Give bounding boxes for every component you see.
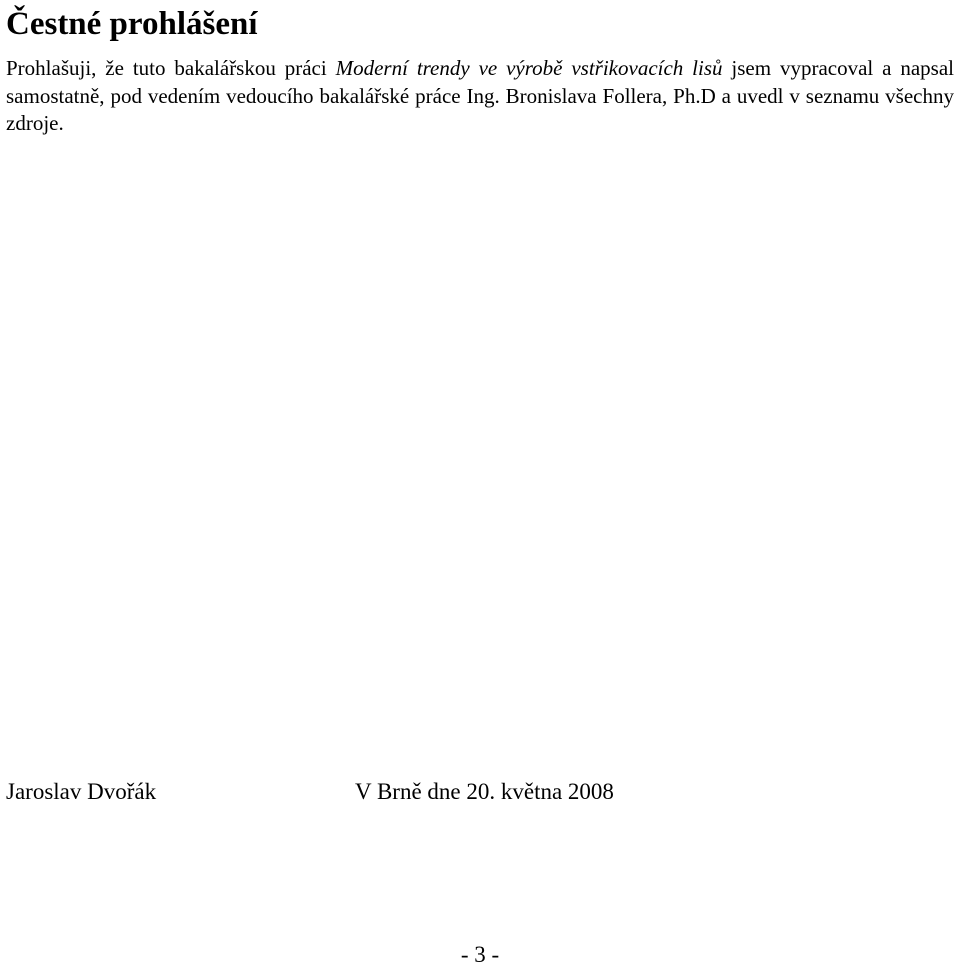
page-number: - 3 - bbox=[460, 942, 500, 967]
declaration-rest: jsem vypracoval a napsal samostatně, pod vedením vedoucího bakalářské práce Ing. Bronislava Follera, Ph.D a uvedl v seznamu všechny zdroje. bbox=[6, 56, 955, 135]
thesis-title: Moderní trendy ve výrobě vstřikovacích lisů bbox=[335, 56, 723, 80]
declaration-paragraph bbox=[6, 55, 954, 138]
author-name: Jaroslav Dvořák bbox=[6, 779, 157, 804]
declaration-intro: Prohlašuji, že tuto bakalářskou práci bbox=[6, 56, 327, 80]
place-and-date: V Brně dne 20. května 2008 bbox=[355, 779, 614, 804]
page-title: Čestné prohlášení bbox=[6, 6, 258, 42]
